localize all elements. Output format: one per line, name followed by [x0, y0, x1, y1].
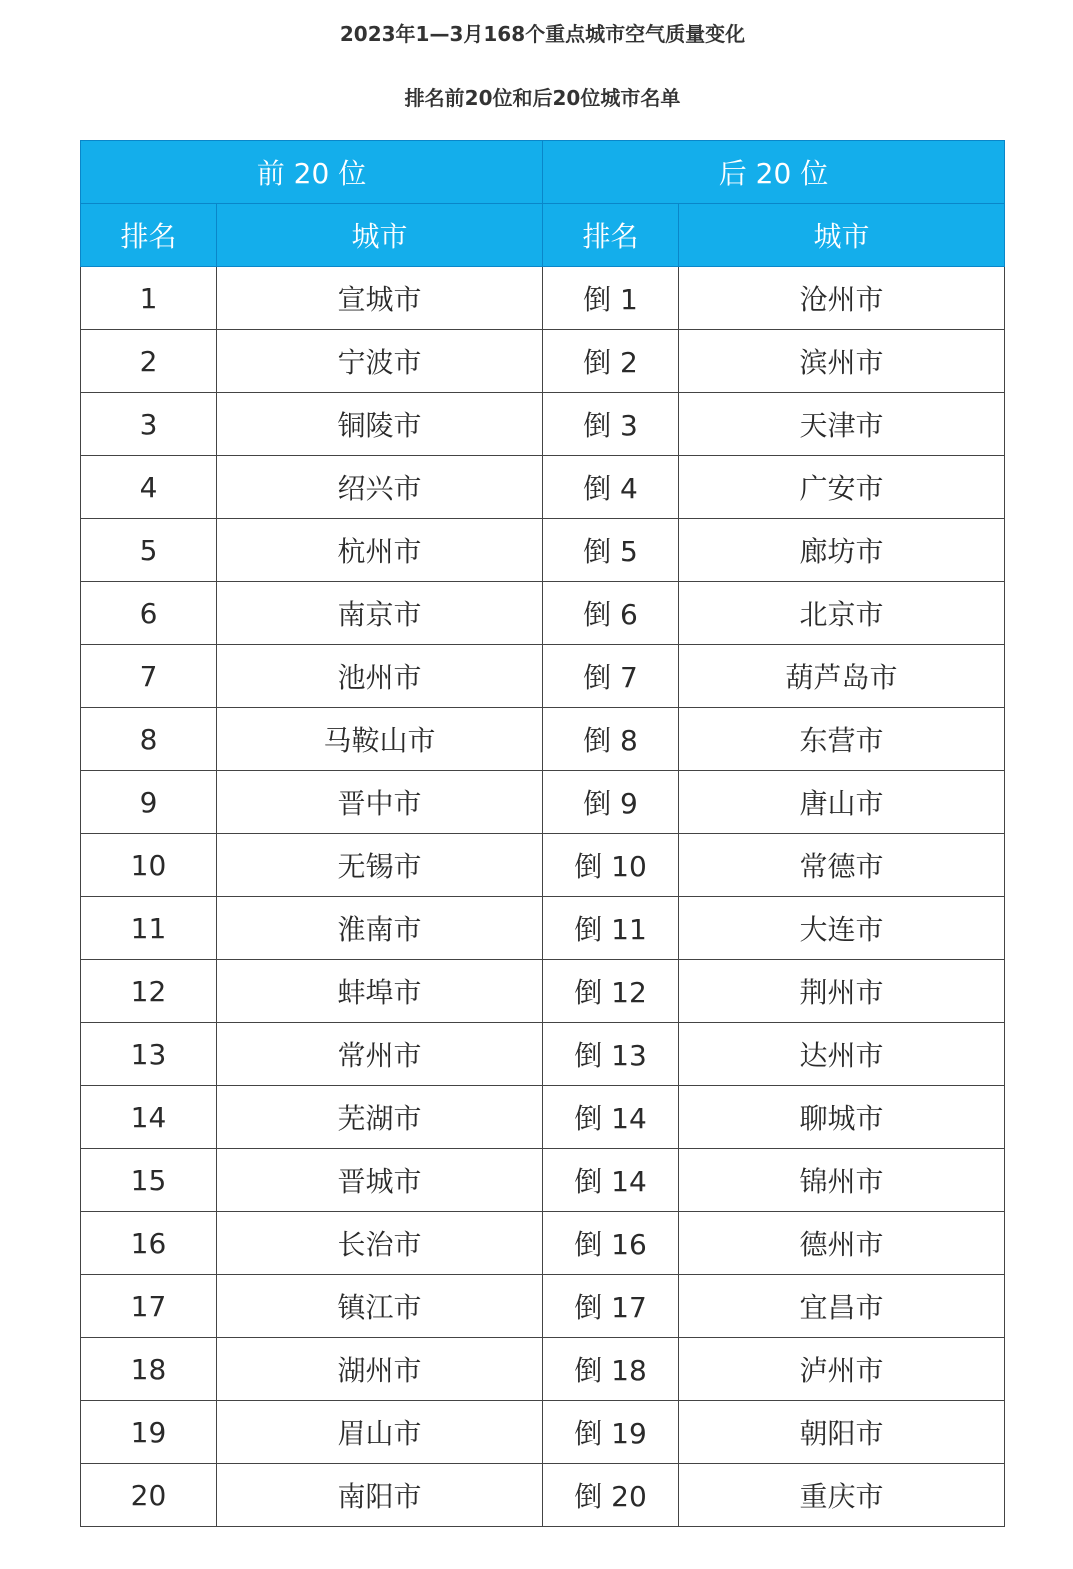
bottom-city-cell: 广安市 [679, 456, 1005, 519]
top-city-cell: 蚌埠市 [217, 960, 543, 1023]
top-rank-cell: 5 [81, 519, 217, 582]
top-rank-cell: 10 [81, 834, 217, 897]
table-row [81, 1149, 1005, 1212]
bottom-city-cell: 德州市 [679, 1212, 1005, 1275]
bottom-rank-cell: 倒 10 [543, 834, 679, 897]
table-row [81, 834, 1005, 897]
bottom-rank-cell: 倒 2 [543, 330, 679, 393]
top-rank-cell: 4 [81, 456, 217, 519]
bottom-city-cell: 沧州市 [679, 267, 1005, 330]
top-rank-cell: 3 [81, 393, 217, 456]
top-rank-cell: 7 [81, 645, 217, 708]
bottom-rank-cell: 倒 9 [543, 771, 679, 834]
bottom-rank-cell: 倒 6 [543, 582, 679, 645]
page-title: 2023年1—3月168个重点城市空气质量变化 [339, 22, 746, 46]
table-row [81, 393, 1005, 456]
table-row [81, 330, 1005, 393]
bottom-city-cell: 天津市 [679, 393, 1005, 456]
top-city-cell: 南京市 [217, 582, 543, 645]
top-rank-cell: 6 [81, 582, 217, 645]
group-header-row [81, 141, 1005, 204]
top-city-cell: 长治市 [217, 1212, 543, 1275]
top-city-cell: 马鞍山市 [217, 708, 543, 771]
bottom-city-cell: 常德市 [679, 834, 1005, 897]
column-header-city: 城市 [679, 204, 1005, 267]
bottom-rank-cell: 倒 1 [543, 267, 679, 330]
table-row [81, 519, 1005, 582]
top-city-cell: 晋城市 [217, 1149, 543, 1212]
top-rank-cell: 1 [81, 267, 217, 330]
top-rank-cell: 14 [81, 1086, 217, 1149]
top-city-cell: 淮南市 [217, 897, 543, 960]
table-row [81, 1464, 1005, 1527]
table-row [81, 1023, 1005, 1086]
bottom-rank-cell: 倒 3 [543, 393, 679, 456]
table-body [81, 267, 1005, 1527]
column-header-rank: 排名 [81, 204, 217, 267]
bottom-city-cell: 锦州市 [679, 1149, 1005, 1212]
ranking-table [80, 140, 1005, 1527]
column-header-rank: 排名 [543, 204, 679, 267]
table-row [81, 267, 1005, 330]
bottom-rank-cell: 倒 12 [543, 960, 679, 1023]
top-rank-cell: 12 [81, 960, 217, 1023]
group-header-top20: 前 20 位 [81, 141, 543, 204]
top-city-cell: 无锡市 [217, 834, 543, 897]
top-rank-cell: 19 [81, 1401, 217, 1464]
top-rank-cell: 9 [81, 771, 217, 834]
bottom-rank-cell: 倒 13 [543, 1023, 679, 1086]
top-city-cell: 宣城市 [217, 267, 543, 330]
top-city-cell: 南阳市 [217, 1464, 543, 1527]
table-row [81, 582, 1005, 645]
table-row [81, 1086, 1005, 1149]
top-city-cell: 杭州市 [217, 519, 543, 582]
top-rank-cell: 11 [81, 897, 217, 960]
bottom-city-cell: 葫芦岛市 [679, 645, 1005, 708]
bottom-city-cell: 朝阳市 [679, 1401, 1005, 1464]
bottom-rank-cell: 倒 16 [543, 1212, 679, 1275]
table-row [81, 897, 1005, 960]
table-row [81, 771, 1005, 834]
top-rank-cell: 2 [81, 330, 217, 393]
top-rank-cell: 18 [81, 1338, 217, 1401]
top-rank-cell: 16 [81, 1212, 217, 1275]
table-row [81, 1338, 1005, 1401]
bottom-rank-cell: 倒 20 [543, 1464, 679, 1527]
table-row [81, 456, 1005, 519]
top-city-cell: 湖州市 [217, 1338, 543, 1401]
table-row [81, 645, 1005, 708]
bottom-rank-cell: 倒 18 [543, 1338, 679, 1401]
top-city-cell: 镇江市 [217, 1275, 543, 1338]
bottom-city-cell: 重庆市 [679, 1464, 1005, 1527]
bottom-city-cell: 达州市 [679, 1023, 1005, 1086]
page-subtitle: 排名前20位和后20位城市名单 [404, 86, 681, 110]
top-rank-cell: 8 [81, 708, 217, 771]
top-city-cell: 晋中市 [217, 771, 543, 834]
bottom-city-cell: 廊坊市 [679, 519, 1005, 582]
table-row [81, 960, 1005, 1023]
bottom-city-cell: 大连市 [679, 897, 1005, 960]
bottom-rank-cell: 倒 8 [543, 708, 679, 771]
bottom-rank-cell: 倒 7 [543, 645, 679, 708]
top-city-cell: 眉山市 [217, 1401, 543, 1464]
table-row [81, 1401, 1005, 1464]
bottom-city-cell: 北京市 [679, 582, 1005, 645]
bottom-rank-cell: 倒 11 [543, 897, 679, 960]
table-row [81, 1275, 1005, 1338]
bottom-rank-cell: 倒 4 [543, 456, 679, 519]
bottom-rank-cell: 倒 17 [543, 1275, 679, 1338]
bottom-city-cell: 聊城市 [679, 1086, 1005, 1149]
top-city-cell: 绍兴市 [217, 456, 543, 519]
top-city-cell: 池州市 [217, 645, 543, 708]
bottom-city-cell: 泸州市 [679, 1338, 1005, 1401]
bottom-rank-cell: 倒 14 [543, 1086, 679, 1149]
top-city-cell: 常州市 [217, 1023, 543, 1086]
bottom-rank-cell: 倒 19 [543, 1401, 679, 1464]
top-rank-cell: 13 [81, 1023, 217, 1086]
table-row [81, 708, 1005, 771]
bottom-rank-cell: 倒 14 [543, 1149, 679, 1212]
top-rank-cell: 15 [81, 1149, 217, 1212]
bottom-city-cell: 唐山市 [679, 771, 1005, 834]
top-city-cell: 芜湖市 [217, 1086, 543, 1149]
bottom-city-cell: 东营市 [679, 708, 1005, 771]
bottom-city-cell: 宜昌市 [679, 1275, 1005, 1338]
bottom-city-cell: 荆州市 [679, 960, 1005, 1023]
top-rank-cell: 17 [81, 1275, 217, 1338]
top-city-cell: 宁波市 [217, 330, 543, 393]
table-row [81, 1212, 1005, 1275]
column-header-row [81, 204, 1005, 267]
top-city-cell: 铜陵市 [217, 393, 543, 456]
bottom-city-cell: 滨州市 [679, 330, 1005, 393]
bottom-rank-cell: 倒 5 [543, 519, 679, 582]
group-header-bottom20: 后 20 位 [543, 141, 1005, 204]
top-rank-cell: 20 [81, 1464, 217, 1527]
column-header-city: 城市 [217, 204, 543, 267]
